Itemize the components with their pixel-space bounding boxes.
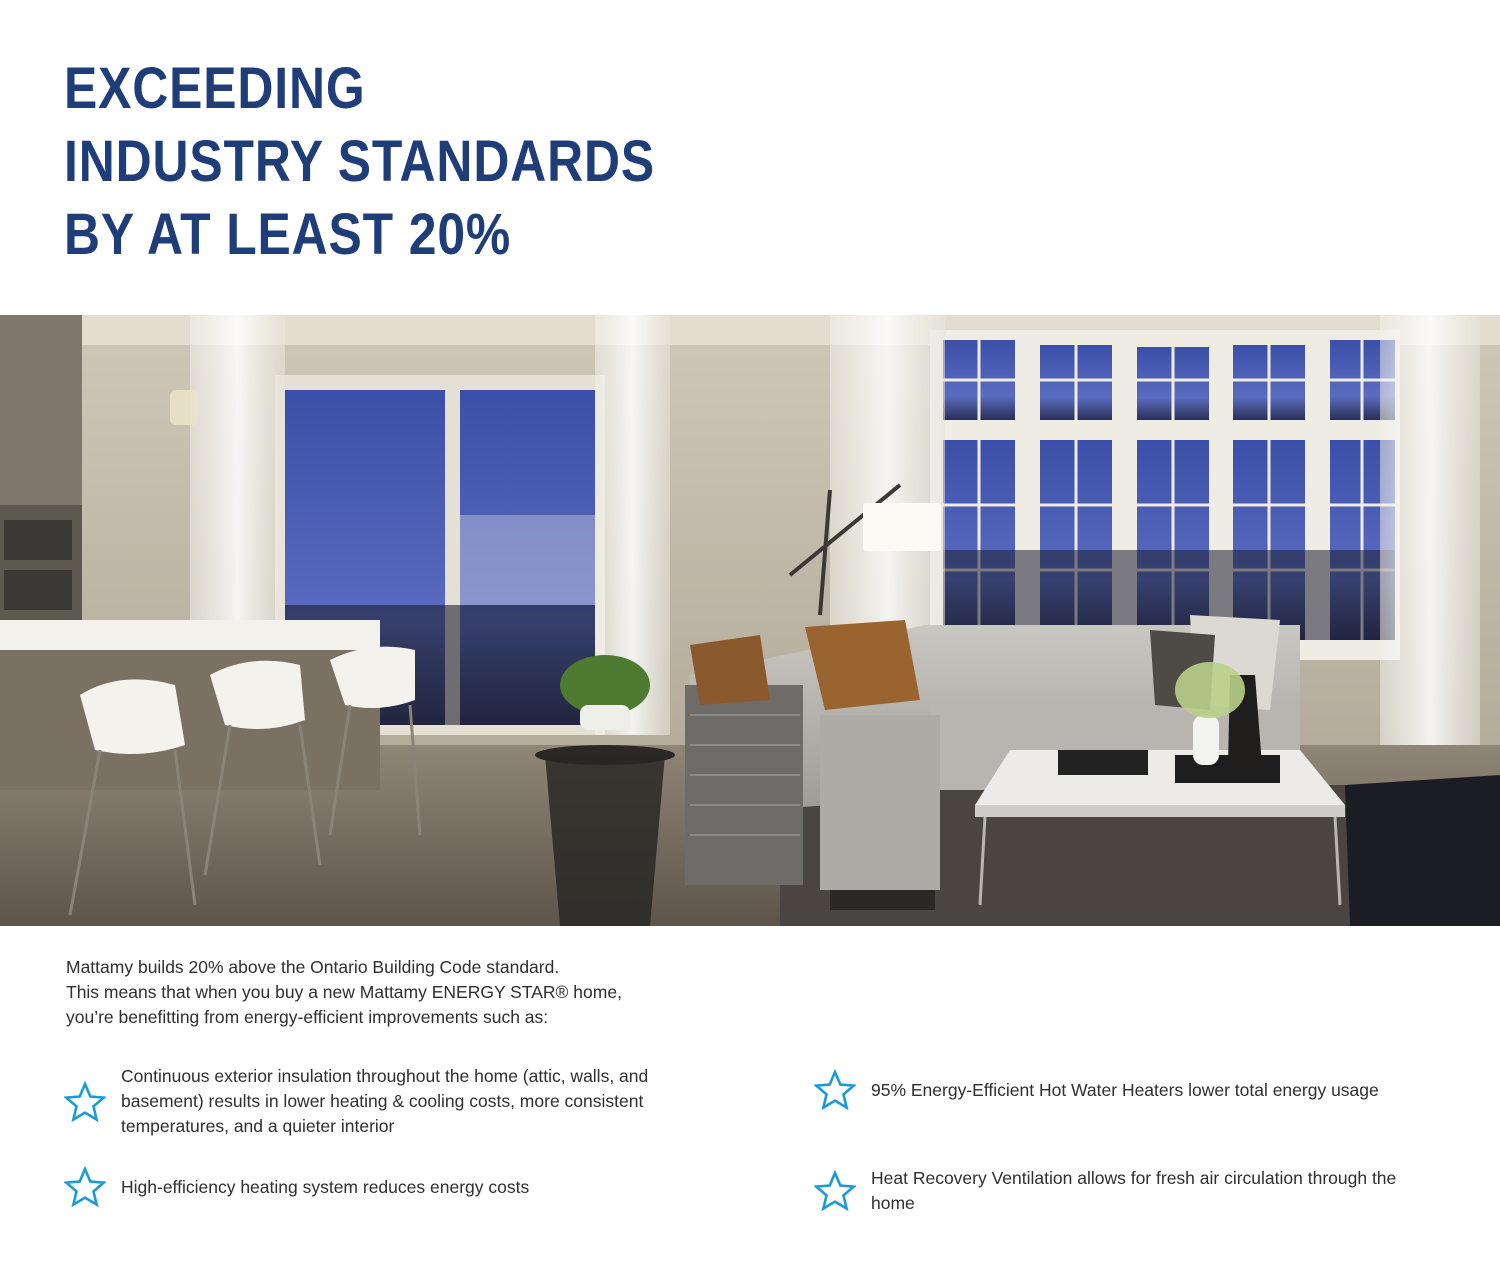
intro-line-2: This means that when you buy a new Mattamy ENERGY STAR® home, (66, 982, 622, 1002)
intro-paragraph (66, 955, 706, 1030)
feature-text: Continuous exterior insulation throughout the home (attic, walls, and basement) results in lower heating & cooling costs, more consistent temperatures, and a quieter interior (121, 1066, 649, 1136)
feature-insulation (64, 1064, 704, 1139)
headline-line-1: EXCEEDING (64, 56, 366, 121)
living-room-photo (0, 315, 1500, 926)
feature-ventilation (814, 1166, 1464, 1216)
headline-line-3: BY AT LEAST 20% (64, 202, 512, 267)
feature-text: Heat Recovery Ventilation allows for fresh air circulation through the home (871, 1168, 1397, 1213)
intro-line-1: Mattamy builds 20% above the Ontario Building Code standard. (66, 957, 560, 977)
intro-line-3: you’re benefitting from energy-efficient improvements such as: (66, 1007, 549, 1027)
star-outline-icon (814, 1069, 856, 1111)
feature-text: 95% Energy-Efficient Hot Water Heaters lower total energy usage (871, 1079, 1379, 1100)
feature-text: High-efficiency heating system reduces energy costs (121, 1176, 530, 1197)
star-outline-icon (814, 1170, 856, 1212)
feature-heating (64, 1166, 704, 1208)
feature-water-heater (814, 1069, 1464, 1111)
page-headline (64, 52, 655, 271)
headline-line-2: INDUSTRY STANDARDS (64, 129, 655, 194)
star-outline-icon (64, 1081, 106, 1123)
star-outline-icon (64, 1166, 106, 1208)
